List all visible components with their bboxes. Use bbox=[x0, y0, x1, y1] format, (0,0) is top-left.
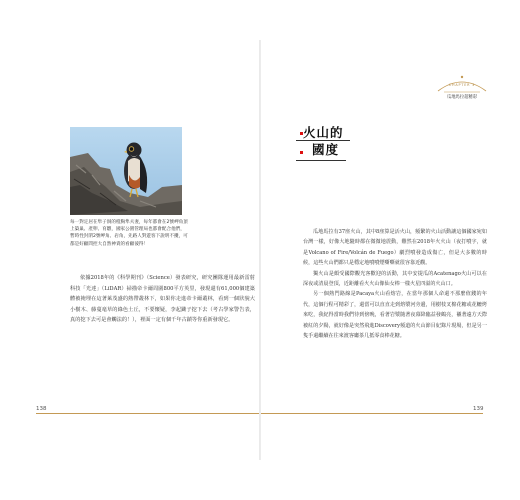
right-paragraph-3: 另一個熱門路線是Pacaya火山看熔岩，在當年那個人命還不那麼值錢的年代，這個行程可精彩了，還當可以直直走到熔漿河旁邊，用樹枝叉棉花糖或花轆烤來吃，我紀得當時我們待到傍晚，看著岩漿隨著夜幕降臨益發鶴亮，襯著遠方天際被紅的夕陽，就好像是突然飛進Discovery頻道的火山節目紀錄片現場，但是另一隻手還繼續在往來渡客廳茶几抵零食棒花糖。 bbox=[303, 291, 487, 340]
heading-line-1: 火山的 bbox=[303, 125, 344, 140]
footer-rule-right bbox=[261, 413, 483, 414]
heading-line-2: 國度 bbox=[312, 142, 340, 157]
chapter-badge bbox=[434, 71, 490, 105]
left-body-text bbox=[70, 273, 255, 326]
photo-caption: 每一對定居在隼子洞的橙胸隼夫妻，每年都會在2號岬角頂上築巢、產卵、育雛，國家公園管理局也都會配合他們，暫時性封閉2號岬角、岩角，先路人對遊客下說明不擾，可都是好顧問控大自然神貴的看顧彼得！ bbox=[70, 220, 188, 247]
falcon-image bbox=[70, 127, 182, 215]
heading-underline-2 bbox=[296, 160, 346, 161]
section-heading bbox=[303, 124, 363, 158]
footer-rule-left bbox=[36, 413, 260, 414]
bird-photo bbox=[70, 127, 182, 215]
page-number-left: 138 bbox=[36, 406, 47, 412]
left-page bbox=[0, 0, 259, 500]
chapter-title: 瓜地馬拉超精彩 bbox=[446, 95, 478, 100]
right-paragraph-1: 瓜地馬拉有37座火山，其中8座算是活火山，頻繁的火山活動讓這個國家宛如台灣一樣，好像大地隨時都在微微地震動，難然在2018年火火山（夜打噴字，就是Volcano of Fire/Volcán de Fuego）劇烈噴發造成傷亡，但是大多數的時候，這些火山們都只是穩定地噴噴煙嘶嘶就很容靠近觀。 bbox=[303, 229, 487, 267]
right-paragraph-2: 獨火山是頗受國際觀光客歡迎的活動，其中安提瓜的Acatenago火山可以在深夜或清晨登頂，近距離看火火山像仙女棒一樣火星四溢的火山口。 bbox=[303, 270, 487, 288]
chapter-label: CHAPTER 3 bbox=[448, 83, 476, 87]
right-body-text bbox=[303, 227, 487, 341]
left-paragraph: 依據2018年的《科學期刊》（Science）發表研究，研究團隊運用最新雷射科技「光達」（LiDAR）掃描帝卡爾周圍800平方英里，發現還有61,000個建築體被掩埋在這著萊茂盛的熱帶叢林下，如果你走進帝卡爾叢林，看到一個狀貌大小樹木、藤蔓毫草的綠色土丘，不要懷疑，李起鋤子挖下去（考古學家警告表，真的挖下去可是會觸法的！），裡面一定有個千年古蹟等你重新發現它。 bbox=[70, 275, 255, 324]
page-number-right: 139 bbox=[473, 406, 484, 412]
